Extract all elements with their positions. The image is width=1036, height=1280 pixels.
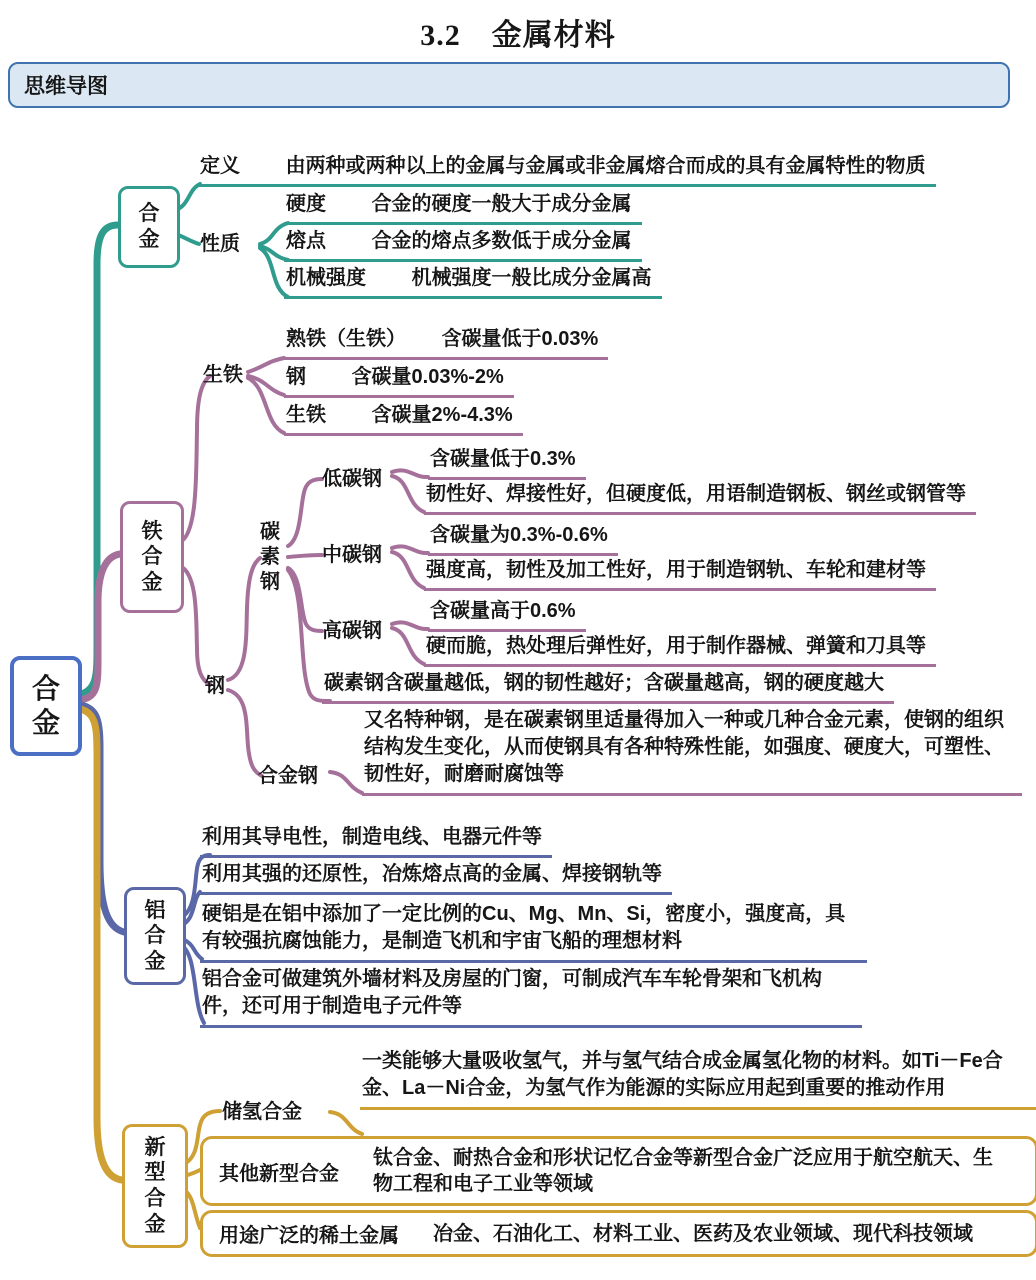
- mid-carbon-value-row: 含碳量为0.3%-0.6%: [428, 522, 618, 556]
- low-carbon-desc-row: 韧性好、焊接性好，但硬度低，用语制造钢板、钢丝或钢管等: [424, 481, 976, 515]
- mid-carbon-desc-row: 强度高，韧性及加工性好，用于制造钢轨、车轮和建材等: [424, 557, 936, 591]
- other-new-alloy-box: [200, 1136, 1036, 1206]
- aluminum-use1-row: 利用其导电性，制造电线、电器元件等: [200, 824, 552, 858]
- hardness-row: [284, 191, 642, 225]
- iron-alloy-node-label: 铁合金: [141, 519, 163, 594]
- rare-earth-box: [200, 1210, 1036, 1257]
- mid-carbon-label: 中碳钢: [322, 544, 382, 566]
- alloy-steel-label: 合金钢: [258, 765, 318, 787]
- rare-earth-label: 用途广泛的稀土金属: [219, 1225, 399, 1247]
- steel-carbon-row: [284, 364, 514, 398]
- aluminum-use2-row: 利用其强的还原性，冶炼熔点高的金属、焊接钢轨等: [200, 861, 672, 895]
- other-new-alloy-desc: 钛合金、耐热合金和形状记忆合金等新型合金广泛应用于航空航天、生物工程和电子工业等领域: [373, 1147, 993, 1195]
- definition-text: 由两种或两种以上的金属与金属或非金属熔合而成的具有金属特性的物质: [285, 155, 926, 177]
- wrought-iron-value: 含碳量低于0.03%: [441, 328, 599, 350]
- high-carbon-desc-row: 硬而脆，热处理后弹性好，用于制作器械、弹簧和刀具等: [424, 633, 936, 667]
- root-node-label: 合金: [31, 672, 60, 738]
- alloy-steel-desc-row: 又名特种钢，是在碳素钢里适量得加入一种或几种合金元素，使钢的组织结构发生变化，从而使钢具有各种特殊性能，如强度、硬度大，可塑性、韧性好，耐磨耐腐蚀等: [362, 707, 1022, 796]
- melting-row: [284, 228, 642, 262]
- hydrogen-storage-desc-row: 一类能够大量吸收氢气，并与氢气结合成金属氢化物的材料。如Ti－Fe合金、La－Ni合金，为氢气作为能源的实际应用起到重要的推动作用: [360, 1048, 1036, 1110]
- carbon-steel-note-row: 碳素钢含碳量越低，钢的韧性越好；含碳量越高，钢的硬度越大: [322, 670, 894, 704]
- alloy-node-label: 合金: [138, 202, 160, 251]
- properties-label: 性质: [200, 233, 240, 255]
- low-carbon-label: 低碳钢: [322, 468, 382, 490]
- iron-alloy-node: [120, 501, 184, 613]
- definition-label: 定义: [200, 155, 240, 177]
- new-alloy-node-label: 新型合金: [144, 1135, 166, 1236]
- strength-label: 机械强度: [286, 267, 366, 289]
- section-header-label: 思维导图: [24, 75, 108, 98]
- high-carbon-label: 高碳钢: [322, 620, 382, 642]
- aluminum-use4-row: 铝合金可做建筑外墙材料及房屋的门窗，可制成汽车车轮骨架和飞机构件，还可用于制造电子元件等: [200, 966, 862, 1028]
- rare-earth-desc: 冶金、石油化工、材料工业、医药及农业领域、现代科技领域: [433, 1222, 973, 1245]
- high-carbon-value-row: 含碳量高于0.6%: [428, 598, 586, 632]
- melting-text: 合金的熔点多数低于成分金属: [371, 230, 632, 252]
- pig-iron-row: [284, 402, 523, 436]
- steel-group-label: 钢: [205, 675, 225, 697]
- wrought-iron-label: 熟铁（生铁）: [286, 328, 406, 350]
- hydrogen-storage-label: 储氢合金: [222, 1101, 302, 1123]
- melting-label: 熔点: [286, 230, 326, 252]
- strength-row: [284, 265, 662, 299]
- hardness-text: 合金的硬度一般大于成分金属: [371, 193, 632, 215]
- aluminum-use3-row: 硬铝是在铝中添加了一定比例的Cu、Mg、Mn、Si，密度小，强度高，具有较强抗腐蚀能力，是制造飞机和宇宙飞船的理想材料: [200, 901, 867, 963]
- alloy-branch-lines: [74, 184, 288, 696]
- aluminum-alloy-node: [124, 887, 186, 985]
- aluminum-alloy-node-label: 铝合金: [144, 898, 166, 973]
- page-title: 3.2 金属材料: [420, 19, 616, 52]
- pig-row-value: 含碳量2%-4.3%: [371, 404, 513, 426]
- pig-row-label: 生铁: [286, 404, 326, 426]
- strength-text: 机械强度一般比成分金属高: [411, 267, 652, 289]
- definition-row: [198, 153, 936, 187]
- carbon-steel-label: 碳素钢: [260, 521, 280, 593]
- steel-row-value: 含碳量0.03%-2%: [351, 366, 504, 388]
- alloy-node: [118, 186, 180, 268]
- root-node-alloy: [10, 656, 82, 756]
- low-carbon-value-row: 含碳量低于0.3%: [428, 446, 586, 480]
- hardness-label: 硬度: [286, 193, 326, 215]
- wrought-iron-row: [284, 326, 608, 360]
- steel-row-label: 钢: [286, 366, 306, 388]
- other-new-alloy-label: 其他新型合金: [219, 1162, 339, 1185]
- pig-iron-group-label: 生铁: [203, 364, 243, 386]
- new-alloy-node: [122, 1124, 188, 1248]
